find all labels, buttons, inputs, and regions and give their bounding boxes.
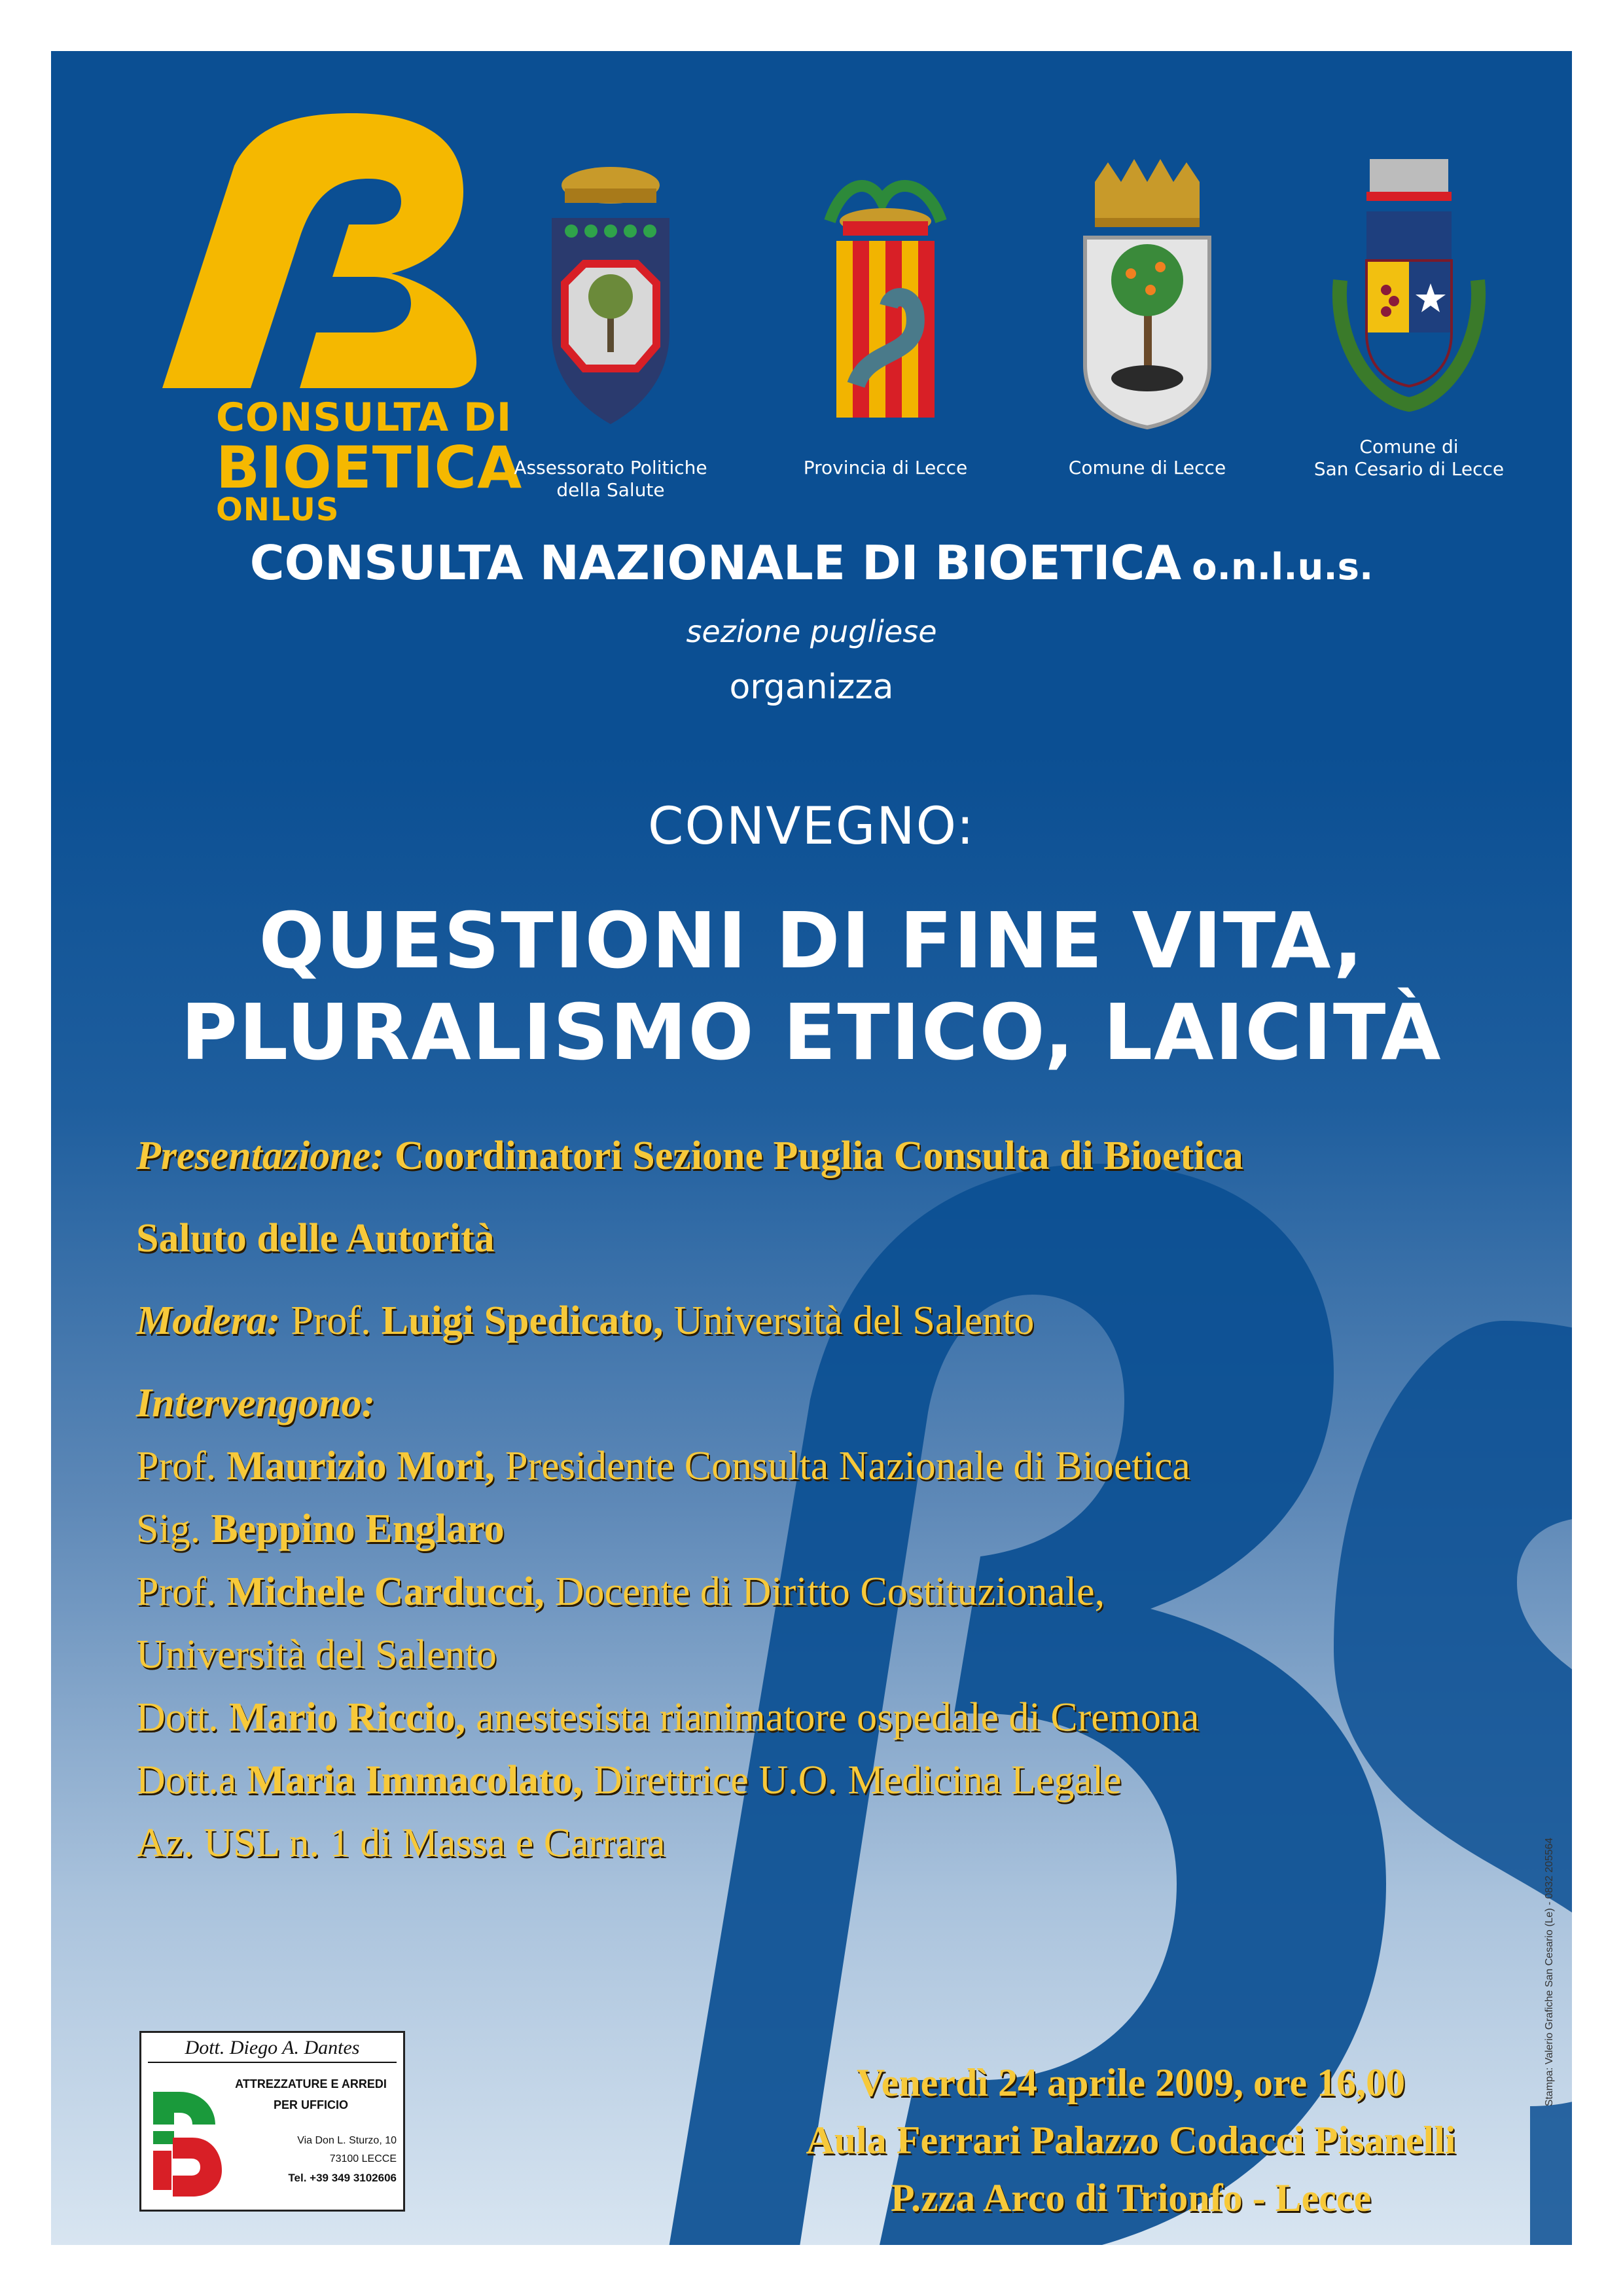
presentation-row bbox=[136, 1124, 1543, 1187]
speaker-title: Prof. bbox=[136, 1444, 217, 1488]
organizer-suffix: o.n.l.u.s. bbox=[1192, 546, 1374, 588]
presentation-label: Presentazione: bbox=[136, 1134, 384, 1178]
organizer-section: sezione pugliese bbox=[686, 614, 937, 649]
sponsor-phone: Tel. +39 349 3102606 bbox=[288, 2172, 397, 2184]
speaker-title: Dott.a bbox=[136, 1758, 237, 1803]
provincia-lecce-crest-icon bbox=[771, 149, 1000, 437]
crest-label-line: Comune di Lecce bbox=[1068, 457, 1226, 478]
moderator-row bbox=[136, 1289, 1543, 1352]
sponsor-desc-line: ATTREZZATURE E ARREDI bbox=[235, 2077, 387, 2090]
crest-san-cesario bbox=[1294, 149, 1524, 516]
crest-label-comune-lecce bbox=[1013, 457, 1281, 479]
organizer-name bbox=[51, 535, 1572, 590]
sponsor-divider bbox=[148, 2062, 397, 2063]
speaker-name: Mario Riccio, bbox=[228, 1695, 466, 1740]
crest-assessorato bbox=[496, 149, 725, 516]
event-venue: Aula Ferrari Palazzo Codacci Pisanelli bbox=[806, 2119, 1456, 2162]
logo-line-1: CONSULTA DI bbox=[216, 395, 512, 440]
puglia-region-crest-icon bbox=[496, 149, 725, 437]
speaker-continuation: Università del Salento bbox=[136, 1632, 497, 1677]
speaker-continuation: Az. USL n. 1 di Massa e Carrara bbox=[136, 1821, 666, 1865]
event-type: CONVEGNO: bbox=[648, 797, 975, 856]
presentation-text: Coordinatori Sezione Puglia Consulta di Bioetica bbox=[394, 1134, 1243, 1178]
speaker-name: Michele Carducci, bbox=[226, 1570, 544, 1614]
sponsor-desc-line: PER UFFICIO bbox=[273, 2098, 348, 2111]
speaker-row bbox=[136, 1435, 1543, 1498]
program bbox=[136, 1124, 1543, 1874]
crest-comune-lecce bbox=[1033, 149, 1262, 516]
event-title-line-1: QUESTIONI DI FINE VITA, bbox=[259, 895, 1364, 986]
event-date-time: Venerdì 24 aprile 2009, ore 16,00 bbox=[856, 2061, 1406, 2104]
crest-label-line: Provincia di Lecce bbox=[803, 457, 968, 478]
crest-label-line: San Cesario di Lecce bbox=[1313, 458, 1505, 480]
crest-label-line: Assessorato Politiche bbox=[514, 457, 707, 478]
logo-line-3: ONLUS bbox=[216, 492, 340, 528]
speaker-role: Direttrice U.O. Medicina Legale bbox=[593, 1758, 1122, 1803]
speaker-name: Maurizio Mori, bbox=[226, 1444, 495, 1488]
crest-label-provincia bbox=[751, 457, 1020, 479]
sponsor-box bbox=[139, 2031, 405, 2212]
crest-label-line: Comune di bbox=[1359, 436, 1459, 457]
speaker-row bbox=[136, 1686, 1543, 1749]
speakers-label: Intervengono: bbox=[136, 1381, 376, 1426]
greeting-row: Saluto delle Autorità bbox=[136, 1216, 495, 1261]
san-cesario-crest-icon bbox=[1294, 149, 1524, 437]
event-address: P.zza Arco di Trionfo - Lecce bbox=[890, 2176, 1372, 2219]
speaker-title: Dott. bbox=[136, 1695, 219, 1740]
printer-credit-text: Stampa: Valerio Grafiche San Cesario (Le) - 0832 205564 bbox=[1544, 1837, 1555, 2107]
crest-label-assessorato bbox=[476, 457, 745, 501]
consulta-logo bbox=[136, 113, 523, 528]
sponsor-address-line-1: Via Don L. Sturzo, 10 bbox=[297, 2135, 397, 2146]
speaker-row bbox=[136, 1560, 1543, 1623]
speaker-role: Presidente Consulta Nazionale di Bioetica bbox=[505, 1444, 1190, 1488]
speaker-name: Maria Immacolato, bbox=[247, 1758, 583, 1803]
crest-provincia bbox=[771, 149, 1000, 516]
poster bbox=[51, 51, 1572, 2245]
speaker-title: Sig. bbox=[136, 1507, 201, 1551]
moderator-affiliation: Università del Salento bbox=[673, 1299, 1035, 1343]
logo-line-2: BIOETICA bbox=[216, 434, 523, 501]
speaker-role: anestesista rianimatore ospedale di Cremona bbox=[476, 1695, 1200, 1740]
sponsor-address-line-2: 73100 LECCE bbox=[329, 2153, 397, 2164]
event-title-line-2: PLURALISMO ETICO, LAICITÀ bbox=[181, 987, 1442, 1077]
organizer-action: organizza bbox=[729, 668, 894, 707]
speaker-row bbox=[136, 1749, 1543, 1812]
speaker-name: Beppino Englaro bbox=[211, 1507, 505, 1551]
comune-lecce-crest-icon bbox=[1033, 149, 1262, 437]
organizer-name-text: CONSULTA NAZIONALE DI BIOETICA bbox=[249, 535, 1182, 590]
beta-logo-icon bbox=[136, 113, 503, 388]
sponsor-description bbox=[225, 2073, 397, 2115]
crest-label-san-cesario bbox=[1275, 436, 1543, 480]
speaker-role: Docente di Diritto Costituzionale, bbox=[554, 1570, 1105, 1614]
moderator-name: Luigi Spedicato, bbox=[381, 1299, 664, 1343]
crest-label-line: della Salute bbox=[556, 479, 665, 501]
dd-sponsor-logo-icon bbox=[147, 2085, 225, 2197]
sponsor-name: Dott. Diego A. Dantes bbox=[185, 2037, 360, 2058]
speaker-title: Prof. bbox=[136, 1570, 217, 1614]
event-info bbox=[705, 2054, 1556, 2227]
speaker-row bbox=[136, 1498, 1543, 1560]
moderator-title: Prof. bbox=[291, 1299, 371, 1343]
moderator-label: Modera: bbox=[136, 1299, 281, 1343]
